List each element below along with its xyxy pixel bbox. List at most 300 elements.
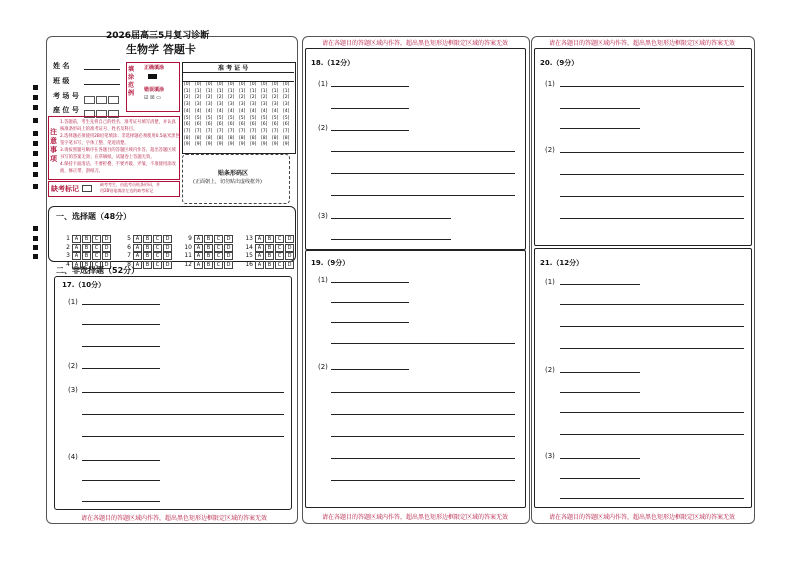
timing-mark bbox=[33, 95, 38, 100]
exam-digit-bubble[interactable]: [4] bbox=[195, 108, 202, 114]
answer-line[interactable] bbox=[331, 239, 451, 240]
exam-digit-bubble[interactable]: [0] bbox=[239, 82, 246, 87]
exam-digit-bubble[interactable]: [5] bbox=[184, 115, 191, 121]
choice-bubble-a[interactable]: A bbox=[72, 235, 81, 243]
exam-digit-bubble[interactable]: [3] bbox=[261, 102, 268, 108]
q18-title: 18.（12分） bbox=[311, 59, 355, 67]
choice-bubble-b[interactable]: B bbox=[204, 235, 213, 243]
exam-digit-bubble[interactable]: [5] bbox=[283, 115, 290, 121]
exam-digit-bubble[interactable]: [9] bbox=[184, 142, 191, 148]
exam-digit-bubble[interactable]: [2] bbox=[239, 95, 246, 101]
exam-digit-bubble[interactable]: [5] bbox=[272, 115, 279, 121]
exam-digit-bubble[interactable]: [2] bbox=[283, 95, 290, 101]
exam-digit-bubble[interactable]: [3] bbox=[228, 102, 235, 108]
answer-line[interactable] bbox=[331, 458, 515, 459]
answer-line[interactable] bbox=[331, 108, 409, 109]
exam-digit-bubble[interactable]: [8] bbox=[283, 135, 290, 141]
exam-digit-bubble[interactable]: [5] bbox=[206, 115, 213, 121]
choice-bubble-b[interactable]: B bbox=[82, 235, 91, 243]
q17-sub-1: (1) bbox=[68, 298, 78, 306]
choice-bubble-c[interactable]: C bbox=[153, 235, 162, 243]
exam-digit-bubble[interactable]: [3] bbox=[195, 102, 202, 108]
choice-bubble-c[interactable]: C bbox=[92, 252, 101, 260]
choice-bubble-c[interactable]: C bbox=[214, 252, 223, 260]
choice-bubble-d[interactable]: D bbox=[285, 235, 294, 243]
exam-digit-bubble[interactable]: [3] bbox=[283, 102, 290, 108]
timing-mark bbox=[33, 245, 38, 250]
choice-question-number: 4 bbox=[66, 260, 70, 268]
timing-mark bbox=[33, 226, 38, 231]
choice-question-number: 1 bbox=[66, 235, 70, 242]
q18-sub-3: (3) bbox=[318, 212, 328, 220]
section2-title: 二、非选择题（52分） bbox=[56, 266, 140, 275]
choice-bubble-c[interactable]: C bbox=[92, 235, 101, 243]
answer-line[interactable] bbox=[560, 348, 744, 349]
barcode-title: 贴条形码区 bbox=[218, 170, 249, 177]
choice-bubble-c[interactable]: C bbox=[214, 244, 223, 252]
wrong-fill-label: 错误填涂 bbox=[144, 87, 165, 93]
exam-digit-bubble[interactable]: [7] bbox=[184, 128, 191, 134]
exam-digit-bubble[interactable]: [8] bbox=[272, 135, 279, 141]
choice-question-number: 9 bbox=[188, 235, 192, 242]
exam-digit-bubble[interactable]: [1] bbox=[228, 88, 235, 94]
exam-digit-bubble[interactable]: [2] bbox=[261, 95, 268, 101]
choice-bubble-a[interactable]: A bbox=[255, 252, 264, 260]
q18-answer-area bbox=[305, 48, 526, 250]
choice-bubble-b[interactable]: B bbox=[265, 244, 274, 252]
answer-line[interactable] bbox=[82, 324, 160, 325]
notes-line: 3.请按照题号顺序在各题目的答题区域内作答，超出答题区域 bbox=[60, 148, 176, 153]
exam-digit-bubble[interactable]: [7] bbox=[272, 128, 279, 134]
exam-digit-bubble[interactable]: [9] bbox=[206, 142, 213, 148]
answer-line[interactable] bbox=[331, 173, 515, 174]
name-field[interactable] bbox=[84, 69, 120, 70]
answer-line[interactable] bbox=[560, 152, 744, 153]
choice-bubble-a[interactable]: A bbox=[72, 261, 81, 269]
answer-line[interactable] bbox=[560, 304, 744, 305]
exam-digit-bubble[interactable]: [9] bbox=[272, 142, 279, 148]
answer-line[interactable] bbox=[82, 368, 160, 369]
exam-digit-bubble[interactable]: [7] bbox=[195, 128, 202, 134]
exam-digit-bubble[interactable]: [0] bbox=[217, 82, 224, 87]
name-label: 姓 名 bbox=[53, 62, 70, 70]
exam-digit-bubble[interactable]: [5] bbox=[228, 115, 235, 121]
choice-question-number: 7 bbox=[127, 252, 131, 259]
boundary-notice: 请在各题目的答题区域内作答，超出黑色矩形边框限定区域的答案无效 bbox=[321, 514, 508, 521]
choice-question-number: 5 bbox=[127, 235, 131, 242]
exam-digit-bubble[interactable]: [0] bbox=[206, 82, 213, 87]
exam-digit-bubble[interactable]: [0] bbox=[228, 82, 235, 87]
choice-bubble-d[interactable]: D bbox=[163, 261, 172, 269]
answer-line[interactable] bbox=[560, 86, 744, 87]
section1-title: 一、选择题（48分） bbox=[56, 212, 132, 221]
choice-bubble-d[interactable]: D bbox=[102, 261, 111, 269]
exam-digit-bubble[interactable]: [1] bbox=[261, 88, 268, 94]
answer-line[interactable] bbox=[331, 322, 409, 323]
answer-line[interactable] bbox=[560, 392, 640, 393]
answer-line[interactable] bbox=[82, 414, 284, 415]
subject-title: 生物学 答题卡 bbox=[126, 43, 196, 56]
answer-line[interactable] bbox=[331, 86, 409, 87]
choice-question-number: 10 bbox=[184, 243, 192, 251]
exam-digit-bubble[interactable]: [9] bbox=[228, 142, 235, 148]
boundary-notice: 请在各题目的答题区域内作答，超出黑色矩形边框限定区域的答案无效 bbox=[80, 515, 267, 522]
choice-bubble-b[interactable]: B bbox=[265, 252, 274, 260]
exam-digit-bubble[interactable]: [3] bbox=[184, 102, 191, 108]
absent-note-1: 缺考考生，由监考员贴条形码，并 bbox=[100, 182, 160, 187]
answer-line[interactable] bbox=[82, 436, 284, 437]
q19-sub-2: (2) bbox=[318, 363, 328, 371]
answer-line[interactable] bbox=[331, 414, 515, 415]
choice-bubble-c[interactable]: C bbox=[275, 235, 284, 243]
choice-bubble-b[interactable]: B bbox=[143, 261, 152, 269]
choice-bubble-d[interactable]: D bbox=[285, 261, 294, 269]
exam-digit-bubble[interactable]: [7] bbox=[217, 128, 224, 134]
exam-digit-bubble[interactable]: [8] bbox=[239, 135, 246, 141]
choice-bubble-b[interactable]: B bbox=[204, 261, 213, 269]
q19-answer-area bbox=[305, 250, 526, 508]
exam-digit-bubble[interactable]: [4] bbox=[228, 108, 235, 114]
notes-line: 液、修正带、刮纸刀。 bbox=[60, 169, 103, 174]
choice-question-number: 6 bbox=[127, 243, 131, 251]
timing-mark bbox=[33, 131, 38, 136]
answer-line[interactable] bbox=[331, 151, 515, 152]
exam-digit-bubble[interactable]: [9] bbox=[217, 142, 224, 148]
exam-digit-bubble[interactable]: [5] bbox=[239, 115, 246, 121]
room-label: 考 场 号 bbox=[53, 92, 79, 100]
grid-divider bbox=[182, 72, 294, 73]
choice-question-number: 13 bbox=[245, 235, 253, 242]
answer-line[interactable] bbox=[331, 369, 409, 370]
choice-bubble-b[interactable]: B bbox=[204, 244, 213, 252]
exam-digit-bubble[interactable]: [6] bbox=[228, 122, 235, 128]
exam-digit-bubble[interactable]: [0] bbox=[272, 82, 279, 87]
answer-line[interactable] bbox=[331, 218, 451, 219]
choice-bubble-a[interactable]: A bbox=[133, 261, 142, 269]
exam-digit-bubble[interactable]: [4] bbox=[206, 108, 213, 114]
answer-line[interactable] bbox=[560, 326, 744, 327]
choice-bubble-a[interactable]: A bbox=[194, 261, 203, 269]
q20-sub-2: (2) bbox=[545, 146, 555, 154]
class-label: 班 级 bbox=[53, 77, 70, 85]
exam-digit-bubble[interactable]: [3] bbox=[239, 102, 246, 108]
choice-bubble-a[interactable]: A bbox=[194, 244, 203, 252]
answer-line[interactable] bbox=[560, 128, 640, 129]
timing-mark bbox=[33, 184, 38, 189]
q21-answer-area bbox=[534, 248, 752, 508]
exam-digit-bubble[interactable]: [4] bbox=[261, 108, 268, 114]
exam-digit-bubble[interactable]: [9] bbox=[195, 142, 202, 148]
choice-bubble-d[interactable]: D bbox=[163, 244, 172, 252]
choice-bubble-c[interactable]: C bbox=[153, 244, 162, 252]
q21-title: 21.（12分） bbox=[540, 259, 584, 267]
notes-line: 签字笔书写，字体工整、笔迹清楚。 bbox=[60, 141, 129, 146]
answer-line[interactable] bbox=[82, 501, 160, 502]
exam-digit-bubble[interactable]: [0] bbox=[184, 82, 191, 87]
boundary-notice: 请在各题目的答题区域内作答，超出黑色矩形边框限定区域的答案无效 bbox=[548, 40, 735, 47]
choice-bubble-b[interactable]: B bbox=[82, 261, 91, 269]
exam-digit-bubble[interactable]: [7] bbox=[283, 128, 290, 134]
exam-digit-bubble[interactable]: [2] bbox=[228, 95, 235, 101]
timing-mark bbox=[33, 105, 38, 110]
exam-digit-bubble[interactable]: [6] bbox=[261, 122, 268, 128]
exam-digit-bubble[interactable]: [7] bbox=[239, 128, 246, 134]
exam-digit-bubble[interactable]: [9] bbox=[261, 142, 268, 148]
choice-bubble-d[interactable]: D bbox=[102, 235, 111, 243]
answer-line[interactable] bbox=[82, 346, 160, 347]
answer-line[interactable] bbox=[82, 460, 160, 461]
exam-digit-bubble[interactable]: [1] bbox=[184, 88, 191, 94]
timing-mark bbox=[33, 141, 38, 146]
boundary-notice: 请在各题目的答题区域内作答，超出黑色矩形边框限定区域的答案无效 bbox=[548, 514, 735, 521]
answer-line[interactable] bbox=[560, 196, 744, 197]
q21-sub-3: (3) bbox=[545, 452, 555, 460]
exam-digit-bubble[interactable]: [6] bbox=[217, 122, 224, 128]
exam-digit-bubble[interactable]: [1] bbox=[239, 88, 246, 94]
notes-line: 1.答题前，考生先将自己的姓名、准考证号填写清楚，并认真 bbox=[60, 120, 176, 125]
exam-digit-bubble[interactable]: [3] bbox=[250, 102, 257, 108]
fill-example-label: 填涂范例 bbox=[128, 66, 135, 97]
choice-bubble-a[interactable]: A bbox=[133, 244, 142, 252]
q21-sub-2: (2) bbox=[545, 366, 555, 374]
timing-mark bbox=[33, 254, 38, 259]
answer-line[interactable] bbox=[560, 372, 640, 373]
exam-digit-bubble[interactable]: [5] bbox=[261, 115, 268, 121]
timing-mark bbox=[33, 236, 38, 241]
choice-bubble-d[interactable]: D bbox=[102, 244, 111, 252]
exam-digit-bubble[interactable]: [8] bbox=[206, 135, 213, 141]
exam-digit-bubble[interactable]: [0] bbox=[261, 82, 268, 87]
choice-question-row bbox=[243, 251, 295, 270]
answer-line[interactable] bbox=[560, 458, 640, 459]
exam-digit-bubble[interactable]: [2] bbox=[272, 95, 279, 101]
answer-line[interactable] bbox=[331, 392, 515, 393]
exam-digit-bubble[interactable]: [6] bbox=[250, 122, 257, 128]
choice-bubble-a[interactable]: A bbox=[194, 252, 203, 260]
answer-line[interactable] bbox=[331, 282, 409, 283]
exam-digit-bubble[interactable]: [4] bbox=[272, 108, 279, 114]
q18-sub-1: (1) bbox=[318, 80, 328, 88]
answer-line[interactable] bbox=[331, 343, 515, 344]
choice-bubble-c[interactable]: C bbox=[275, 244, 284, 252]
exam-number-label: 准 考 证 号 bbox=[218, 65, 249, 72]
absent-note-2: 用2B铅笔填涂左边的缺考标记 bbox=[100, 188, 154, 193]
answer-line[interactable] bbox=[560, 174, 744, 175]
absent-checkbox[interactable] bbox=[82, 185, 92, 192]
choice-question-number: 16 bbox=[245, 260, 253, 268]
exam-digit-bubble[interactable]: [2] bbox=[217, 95, 224, 101]
exam-digit-bubble[interactable]: [6] bbox=[283, 122, 290, 128]
q17-answer-area bbox=[54, 276, 292, 510]
correct-fill-sample bbox=[148, 74, 157, 79]
answer-line[interactable] bbox=[331, 130, 409, 131]
notes-line: 书写的答案无效；在草稿纸、试题卷上答题无效。 bbox=[60, 155, 155, 160]
exam-digit-bubble[interactable]: [6] bbox=[239, 122, 246, 128]
q19-title: 19.（9分） bbox=[311, 259, 350, 267]
exam-digit-bubble[interactable]: [6] bbox=[195, 122, 202, 128]
answer-line[interactable] bbox=[331, 302, 409, 303]
choice-bubble-b[interactable]: B bbox=[143, 235, 152, 243]
answer-line[interactable] bbox=[331, 480, 515, 481]
exam-digit-bubble[interactable]: [4] bbox=[217, 108, 224, 114]
choice-bubble-d[interactable]: D bbox=[224, 244, 233, 252]
exam-digit-bubble[interactable]: [8] bbox=[195, 135, 202, 141]
timing-mark bbox=[33, 172, 38, 177]
answer-line[interactable] bbox=[560, 412, 744, 413]
choice-question-number: 11 bbox=[184, 252, 192, 259]
exam-digit-bubble[interactable]: [7] bbox=[228, 128, 235, 134]
timing-mark bbox=[33, 151, 38, 156]
exam-digit-bubble[interactable]: [1] bbox=[250, 88, 257, 94]
exam-digit-bubble[interactable]: [6] bbox=[272, 122, 279, 128]
choice-bubble-b[interactable]: B bbox=[143, 252, 152, 260]
exam-title: 2026届高三5月复习诊断 bbox=[106, 31, 210, 41]
choice-bubble-c[interactable]: C bbox=[275, 252, 284, 260]
exam-digit-bubble[interactable]: [7] bbox=[250, 128, 257, 134]
choice-bubble-d[interactable]: D bbox=[285, 252, 294, 260]
barcode-subtitle: (正面朝上，切勿贴出虚线框外) bbox=[193, 179, 262, 185]
exam-digit-bubble[interactable]: [8] bbox=[228, 135, 235, 141]
choice-question-row bbox=[182, 251, 234, 270]
choice-bubble-c[interactable]: C bbox=[153, 261, 162, 269]
exam-digit-bubble[interactable]: [4] bbox=[184, 108, 191, 114]
choice-bubble-d[interactable]: D bbox=[163, 235, 172, 243]
q17-title: 17.（10分） bbox=[62, 281, 106, 289]
choice-bubble-b[interactable]: B bbox=[143, 244, 152, 252]
exam-digit-bubble[interactable]: [9] bbox=[250, 142, 257, 148]
exam-digit-bubble[interactable]: [0] bbox=[250, 82, 257, 87]
notes-line: 核准条形码上的准考证号、姓名及科目。 bbox=[60, 127, 138, 132]
choice-bubble-a[interactable]: A bbox=[133, 252, 142, 260]
exam-digit-bubble[interactable]: [4] bbox=[250, 108, 257, 114]
answer-line[interactable] bbox=[82, 304, 160, 305]
exam-digit-bubble[interactable]: [3] bbox=[217, 102, 224, 108]
choice-bubble-d[interactable]: D bbox=[224, 261, 233, 269]
absent-label: 缺考标记 bbox=[51, 185, 79, 193]
choice-bubble-b[interactable]: B bbox=[265, 261, 274, 269]
choice-bubble-a[interactable]: A bbox=[255, 235, 264, 243]
exam-digit-bubble[interactable]: [9] bbox=[283, 142, 290, 148]
choice-bubble-b[interactable]: B bbox=[82, 244, 91, 252]
exam-digit-bubble[interactable]: [4] bbox=[283, 108, 290, 114]
exam-digit-bubble[interactable]: [1] bbox=[272, 88, 279, 94]
exam-digit-bubble[interactable]: [9] bbox=[239, 142, 246, 148]
exam-number-digit-grid[interactable] bbox=[184, 82, 294, 150]
notes-line: 2.选择题必须使用2B铅笔填涂；非选择题必须使用0.5毫米黑色 bbox=[60, 134, 180, 139]
choice-bubble-d[interactable]: D bbox=[285, 244, 294, 252]
wrong-fill-samples: ☑ ☒ ▭ bbox=[144, 95, 161, 101]
timing-mark bbox=[33, 118, 38, 123]
choice-bubble-c[interactable]: C bbox=[92, 261, 101, 269]
choice-bubble-c[interactable]: C bbox=[214, 261, 223, 269]
correct-fill-label: 正确填涂 bbox=[144, 65, 165, 71]
choice-bubble-b[interactable]: B bbox=[204, 252, 213, 260]
answer-line[interactable] bbox=[560, 108, 640, 109]
timing-mark bbox=[33, 85, 38, 90]
exam-digit-bubble[interactable]: [0] bbox=[283, 82, 290, 87]
q17-sub-3: (3) bbox=[68, 386, 78, 394]
timing-mark bbox=[33, 162, 38, 167]
choice-question-number: 2 bbox=[66, 243, 70, 251]
exam-digit-bubble[interactable]: [1] bbox=[217, 88, 224, 94]
q20-sub-1: (1) bbox=[545, 80, 555, 88]
exam-digit-bubble[interactable]: [6] bbox=[184, 122, 191, 128]
exam-digit-bubble[interactable]: [5] bbox=[250, 115, 257, 121]
exam-digit-bubble[interactable]: [7] bbox=[261, 128, 268, 134]
choice-bubble-d[interactable]: D bbox=[163, 252, 172, 260]
answer-line[interactable] bbox=[560, 218, 744, 219]
choice-bubble-a[interactable]: A bbox=[255, 244, 264, 252]
answer-line[interactable] bbox=[331, 195, 515, 196]
exam-digit-bubble[interactable]: [5] bbox=[217, 115, 224, 121]
q19-sub-1: (1) bbox=[318, 276, 328, 284]
choice-bubble-d[interactable]: D bbox=[224, 252, 233, 260]
exam-digit-bubble[interactable]: [7] bbox=[206, 128, 213, 134]
choice-bubble-b[interactable]: B bbox=[265, 235, 274, 243]
choice-bubble-d[interactable]: D bbox=[102, 252, 111, 260]
exam-digit-bubble[interactable]: [5] bbox=[195, 115, 202, 121]
choice-question-number: 3 bbox=[66, 252, 70, 259]
answer-line[interactable] bbox=[560, 284, 640, 285]
answer-line[interactable] bbox=[560, 498, 744, 499]
exam-digit-bubble[interactable]: [4] bbox=[239, 108, 246, 114]
exam-digit-bubble[interactable]: [3] bbox=[272, 102, 279, 108]
exam-digit-bubble[interactable]: [3] bbox=[206, 102, 213, 108]
exam-digit-bubble[interactable]: [8] bbox=[261, 135, 268, 141]
choice-bubble-d[interactable]: D bbox=[224, 235, 233, 243]
exam-digit-bubble[interactable]: [8] bbox=[184, 135, 191, 141]
choice-bubble-c[interactable]: C bbox=[153, 252, 162, 260]
exam-digit-bubble[interactable]: [2] bbox=[206, 95, 213, 101]
choice-bubble-c[interactable]: C bbox=[214, 235, 223, 243]
q20-answer-area bbox=[534, 48, 752, 246]
answer-line[interactable] bbox=[560, 434, 744, 435]
q17-sub-4: (4) bbox=[68, 453, 78, 461]
class-field[interactable] bbox=[84, 84, 120, 85]
q20-title: 20.（9分） bbox=[540, 59, 579, 67]
choice-bubble-a[interactable]: A bbox=[194, 235, 203, 243]
choice-bubble-a[interactable]: A bbox=[72, 252, 81, 260]
exam-digit-bubble[interactable]: [1] bbox=[283, 88, 290, 94]
exam-digit-bubble[interactable]: [1] bbox=[206, 88, 213, 94]
notes-label: 注意事项 bbox=[50, 128, 57, 163]
answer-line[interactable] bbox=[331, 436, 515, 437]
exam-digit-bubble[interactable]: [8] bbox=[217, 135, 224, 141]
q17-sub-2: (2) bbox=[68, 362, 78, 370]
exam-digit-bubble[interactable]: [6] bbox=[206, 122, 213, 128]
q21-sub-1: (1) bbox=[545, 278, 555, 286]
choice-bubble-c[interactable]: C bbox=[92, 244, 101, 252]
choice-bubble-a[interactable]: A bbox=[255, 261, 264, 269]
exam-digit-bubble[interactable]: [1] bbox=[195, 88, 202, 94]
choice-question-number: 12 bbox=[184, 260, 192, 268]
seat-label: 座 位 号 bbox=[53, 106, 79, 114]
exam-digit-bubble[interactable]: [2] bbox=[195, 95, 202, 101]
choice-bubble-c[interactable]: C bbox=[275, 261, 284, 269]
choice-bubble-a[interactable]: A bbox=[133, 235, 142, 243]
choice-bubble-b[interactable]: B bbox=[82, 252, 91, 260]
exam-digit-bubble[interactable]: [0] bbox=[195, 82, 202, 87]
choice-bubble-a[interactable]: A bbox=[72, 244, 81, 252]
exam-digit-bubble[interactable]: [2] bbox=[250, 95, 257, 101]
q18-sub-2: (2) bbox=[318, 124, 328, 132]
answer-line[interactable] bbox=[82, 480, 160, 481]
answer-line[interactable] bbox=[82, 392, 284, 393]
exam-digit-bubble[interactable]: [8] bbox=[250, 135, 257, 141]
choice-question-number: 14 bbox=[245, 243, 253, 251]
answer-line[interactable] bbox=[560, 478, 640, 479]
exam-digit-bubble[interactable]: [2] bbox=[184, 95, 191, 101]
